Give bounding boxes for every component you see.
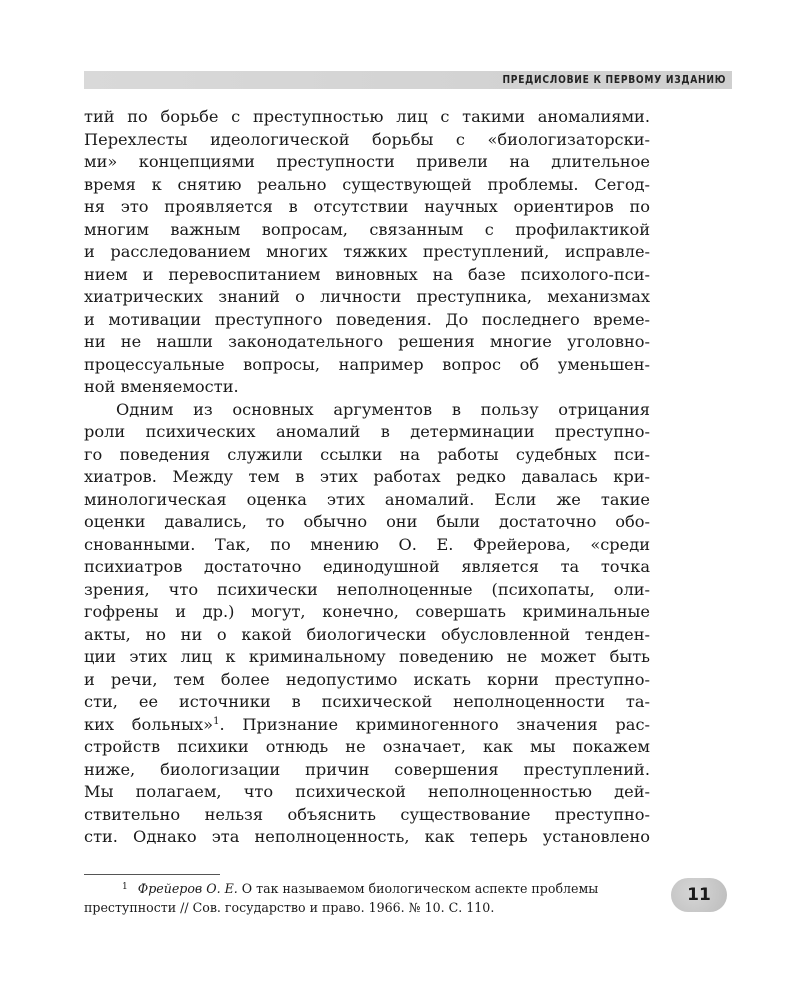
text-segment: Признание криминогенного значения рас- xyxy=(242,714,650,734)
text-segment: ких больных» xyxy=(84,714,214,734)
text-line: ствительно нельзя объяснить существование преступно- xyxy=(84,804,650,824)
text-line: снованными. Так, по мнению О. Е. Фрейерова, «среди xyxy=(84,534,650,554)
text-line: тий по борьбе с преступностью лиц с такими аномалиями. xyxy=(84,107,650,126)
footnote-author: Фрейеров О. Е. xyxy=(137,881,238,896)
text-line: и расследованием многих тяжких преступлений, исправле- xyxy=(84,242,650,261)
text-line: ми» концепциями преступности привели на длительное xyxy=(84,152,650,171)
text-line: и мотивации преступного поведения. До последнего време- xyxy=(84,309,650,329)
running-header-title: ПРЕДИСЛОВИЕ К ПЕРВОМУ ИЗДАНИЮ xyxy=(502,73,726,86)
text-line: роли психических аномалий в детерминации преступно- xyxy=(84,422,650,441)
text-line: зрения, что психически неполноценные (психопаты, оли- xyxy=(84,579,650,599)
text-line: хиатрических знаний о личности преступника, механизмах xyxy=(84,287,650,306)
text-line: стройств психики отнюдь не означает, как мы покажем xyxy=(84,737,650,756)
text-line: оценки давались, то обычно они были достаточно обо- xyxy=(84,512,650,531)
text-line: ной вменяемости. xyxy=(84,377,239,396)
text-line: ких больных»$^1$. Признание криминогенного значения рас- xyxy=(84,714,650,734)
text-line: ции этих лиц к криминальному поведению не может быть xyxy=(84,647,650,666)
text-line: нием и перевоспитанием виновных на базе психолого-пси- xyxy=(84,264,650,284)
text-line: и речи, тем более недопустимо искать корни преступно- xyxy=(84,669,650,689)
footnote-text: О так называемом биологическом аспекте проблемы xyxy=(241,881,599,896)
footnote-line: преступности // Сов. государство и право. 1966. № 10. С. 110. xyxy=(84,900,495,915)
text-line: акты, но ни о какой биологически обусловленной тенден- xyxy=(84,624,650,644)
text-line: ня это проявляется в отсутствии научных ориентиров по xyxy=(84,197,650,216)
text-line: сти, ее источники в психической неполноценности та- xyxy=(84,692,650,711)
body-text xyxy=(84,106,650,849)
text-line: многим важным вопросам, связанным с профилактикой xyxy=(84,219,650,239)
text-line: процессуальные вопросы, например вопрос об уменьшен- xyxy=(84,354,650,374)
text-line: гофрены и др.) могут, конечно, совершать криминальные xyxy=(84,602,650,621)
page-number-badge xyxy=(671,878,727,912)
text-line: психиатров достаточно единодушной является та точка xyxy=(84,557,650,576)
text-line: минологическая оценка этих аномалий. Если же такие xyxy=(84,489,650,509)
text-line: го поведения служили ссылки на работы судебных пси- xyxy=(84,444,650,464)
footnote-reference[interactable]: 1 xyxy=(213,715,220,727)
footnote-divider xyxy=(84,874,220,875)
text-line: сти. Однако эта неполноценность, как теперь установлено xyxy=(84,827,650,846)
text-line: Мы полагаем, что психической неполноценностью дей- xyxy=(84,782,650,801)
footnote xyxy=(84,878,650,917)
text-line: ни не нашли законодательного решения многие уголовно- xyxy=(84,332,650,351)
text-line: хиатров. Между тем в этих работах редко давалась кри- xyxy=(84,467,650,486)
text-line: время к снятию реально существующей проблемы. Сегод- xyxy=(84,174,650,194)
footnote-marker: 1 xyxy=(122,882,128,892)
footnote-line xyxy=(84,878,650,898)
text-line: ниже, биологизации причин совершения преступлений. xyxy=(84,759,650,779)
text-line: Перехлесты идеологической борьбы с «биологизаторски- xyxy=(84,129,650,149)
text-line: Одним из основных аргументов в пользу отрицания xyxy=(116,399,650,419)
running-header-bar xyxy=(84,71,732,89)
page-number: 11 xyxy=(687,885,711,905)
